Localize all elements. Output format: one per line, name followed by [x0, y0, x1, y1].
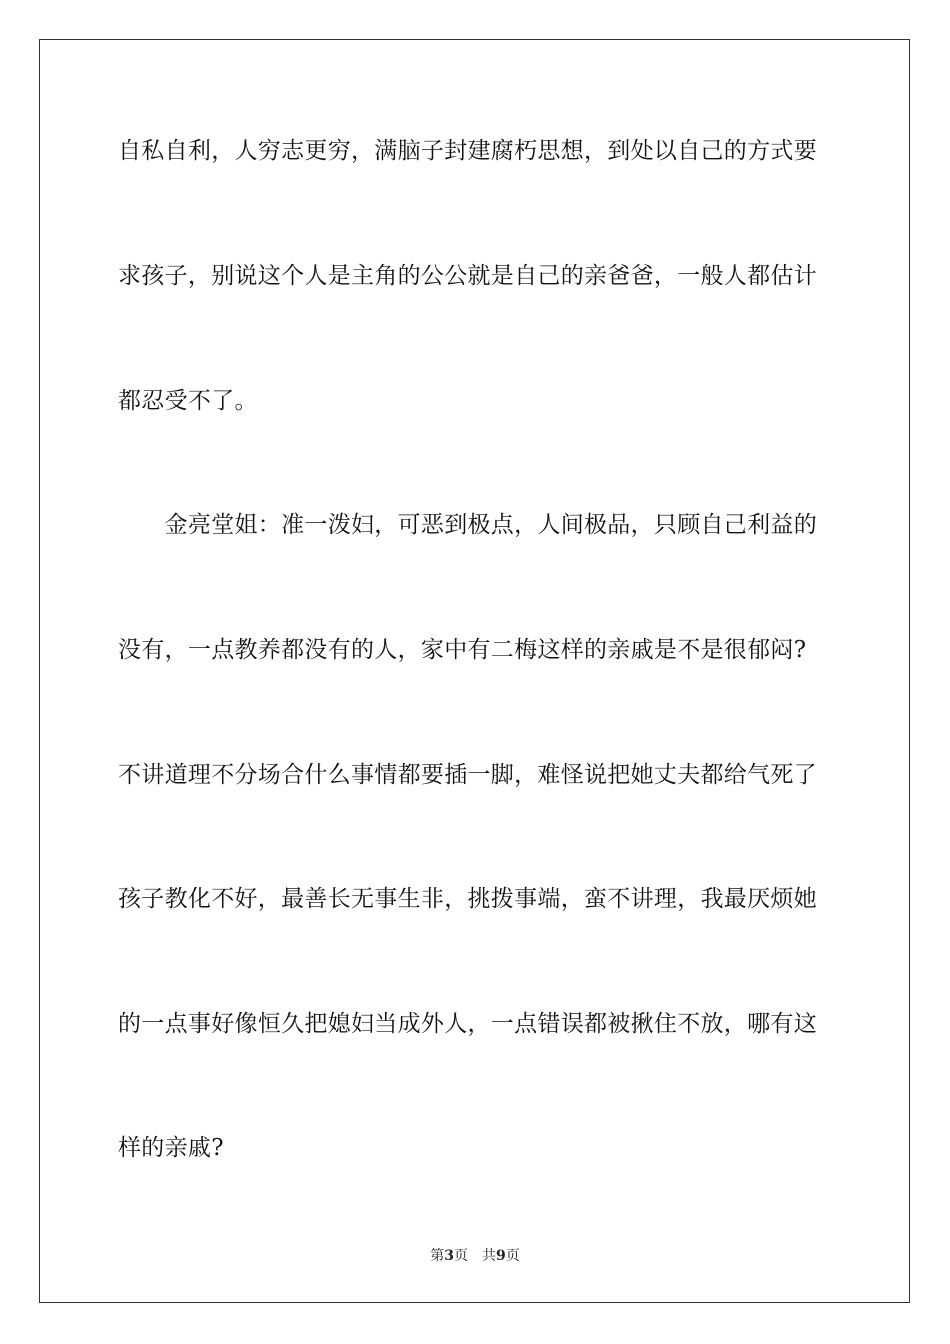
page-number: 3 — [444, 1248, 454, 1264]
body-line-5: 没有，一点教养都没有的人，家中有二梅这样的亲戚是不是很郁闷? — [118, 637, 807, 663]
body-line-6: 不讲道理不分场合什么事情都要插一脚，难怪说把她丈夫都给气死了 — [118, 762, 817, 788]
body-line-4: 金亮堂姐：准一泼妇，可恶到极点，人间极品，只顾自己利益的 — [118, 512, 817, 538]
body-line-9: 样的亲戚? — [118, 1135, 224, 1161]
body-line-3: 都忍受不了。 — [118, 388, 258, 414]
body-line-8: 的一点事好像恒久把媳妇当成外人，一点错误都被揪住不放，哪有这 — [118, 1011, 817, 1037]
total-suffix: 页 — [505, 1248, 520, 1264]
total-prefix: 共 — [482, 1248, 496, 1264]
page-prefix: 第 — [430, 1248, 445, 1264]
body-line-2: 求孩子，别说这个人是主角的公公就是自己的亲爸爸，一般人都估计 — [118, 263, 817, 289]
page-footer — [0, 1247, 950, 1265]
page-border — [39, 39, 910, 1303]
body-line-7: 孩子教化不好，最善长无事生非，挑拨事端，蛮不讲理，我最厌烦她 — [118, 886, 817, 912]
body-line-1: 自私自利，人穷志更穷，满脑子封建腐朽思想，到处以自己的方式要 — [118, 138, 817, 164]
total-pages: 9 — [496, 1248, 506, 1264]
page-suffix: 页 — [454, 1248, 468, 1264]
